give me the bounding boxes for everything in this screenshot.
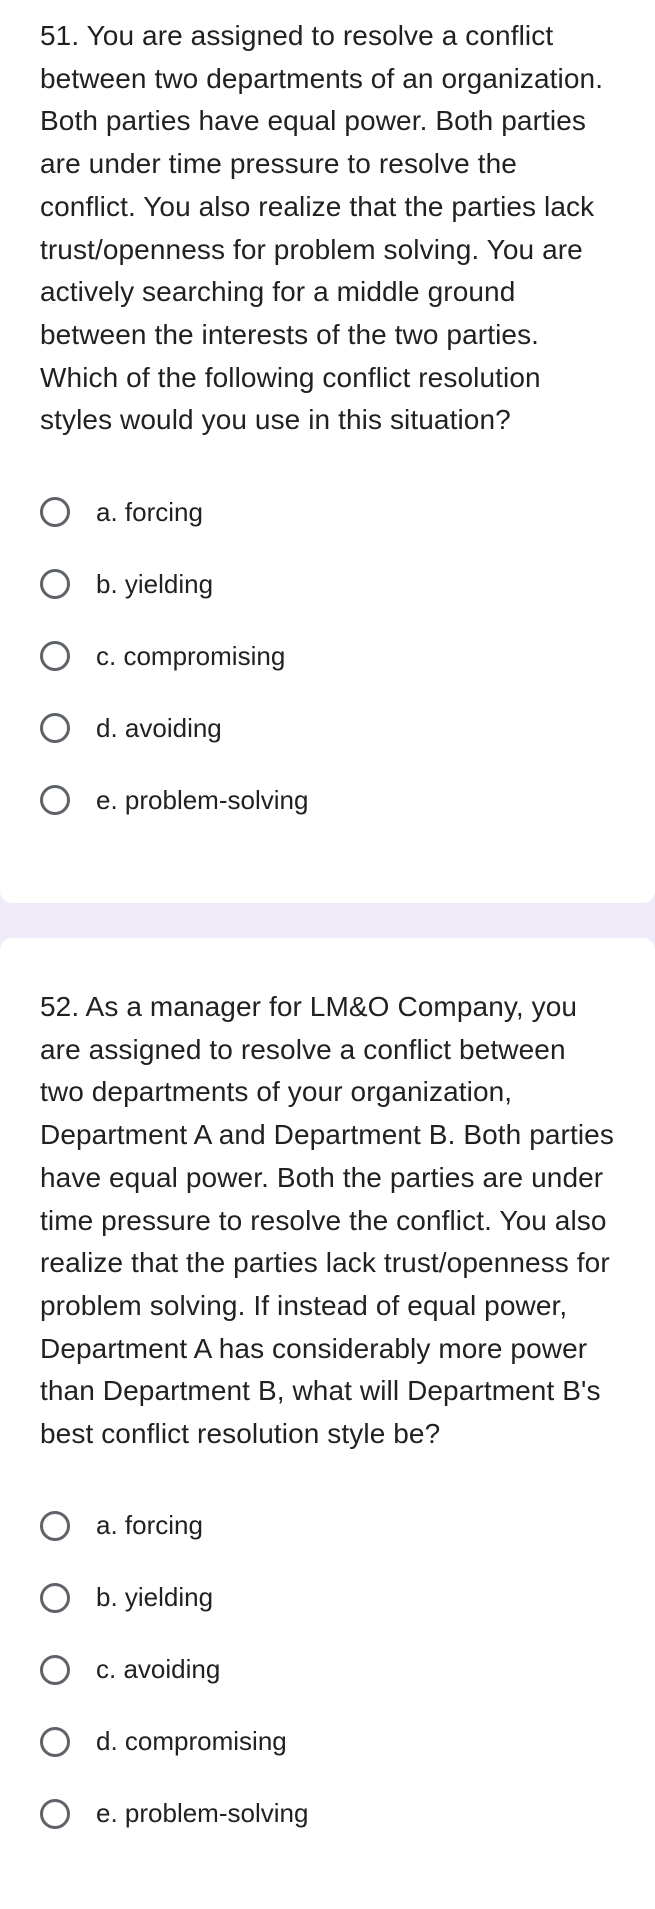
option-51-a[interactable] — [40, 476, 615, 548]
question-card-51 — [0, 0, 655, 903]
radio-button-icon[interactable] — [40, 1727, 70, 1757]
option-label: c. compromising — [96, 640, 286, 671]
option-52-e[interactable] — [40, 1778, 615, 1850]
option-52-b[interactable] — [40, 1562, 615, 1634]
option-52-a[interactable] — [40, 1490, 615, 1562]
option-52-d[interactable] — [40, 1706, 615, 1778]
option-label: e. problem-solving — [96, 1798, 309, 1829]
radio-button-icon[interactable] — [40, 1799, 70, 1829]
question-text-52: 52. As a manager for LM&O Company, you are assigned to resolve a conflict between two departments of your organization, Department A and Department B. Both parties have equal power. Both the parties are under time pressure to resolve the conflict. You also realize that the parties lack trust/openness for problem solving. If instead of equal power, Department A has considerably more power than Department B, what will Department B's best conflict resolution style be? — [40, 991, 614, 1450]
option-52-c[interactable] — [40, 1634, 615, 1706]
options-list-52 — [40, 1490, 615, 1850]
option-label: a. forcing — [96, 496, 203, 527]
radio-button-icon[interactable] — [40, 1655, 70, 1685]
option-label: a. forcing — [96, 1510, 203, 1541]
radio-button-icon[interactable] — [40, 641, 70, 671]
option-label: b. yielding — [96, 1582, 214, 1613]
options-list-51 — [40, 476, 615, 836]
radio-button-icon[interactable] — [40, 497, 70, 527]
option-51-b[interactable] — [40, 548, 615, 620]
radio-button-icon[interactable] — [40, 785, 70, 815]
question-text-51: 51. You are assigned to resolve a conflict between two departments of an organization. Both parties have equal power. Both parties are under time pressure to resolve the conflict. You also realize that the parties lack trust/openness for problem solving. You are actively searching for a middle ground between the interests of the two parties. Which of the following conflict resolution styles would you use in this situation? — [40, 20, 604, 436]
option-label: e. problem-solving — [96, 784, 309, 815]
option-51-d[interactable] — [40, 692, 615, 764]
option-51-e[interactable] — [40, 764, 615, 836]
radio-button-icon[interactable] — [40, 569, 70, 599]
option-label: d. compromising — [96, 1726, 287, 1757]
radio-button-icon[interactable] — [40, 1583, 70, 1613]
option-label: b. yielding — [96, 568, 214, 599]
option-label: d. avoiding — [96, 712, 222, 743]
radio-button-icon[interactable] — [40, 713, 70, 743]
option-51-c[interactable] — [40, 620, 615, 692]
radio-button-icon[interactable] — [40, 1511, 70, 1541]
option-label: c. avoiding — [96, 1654, 221, 1685]
question-card-52 — [0, 938, 655, 1909]
